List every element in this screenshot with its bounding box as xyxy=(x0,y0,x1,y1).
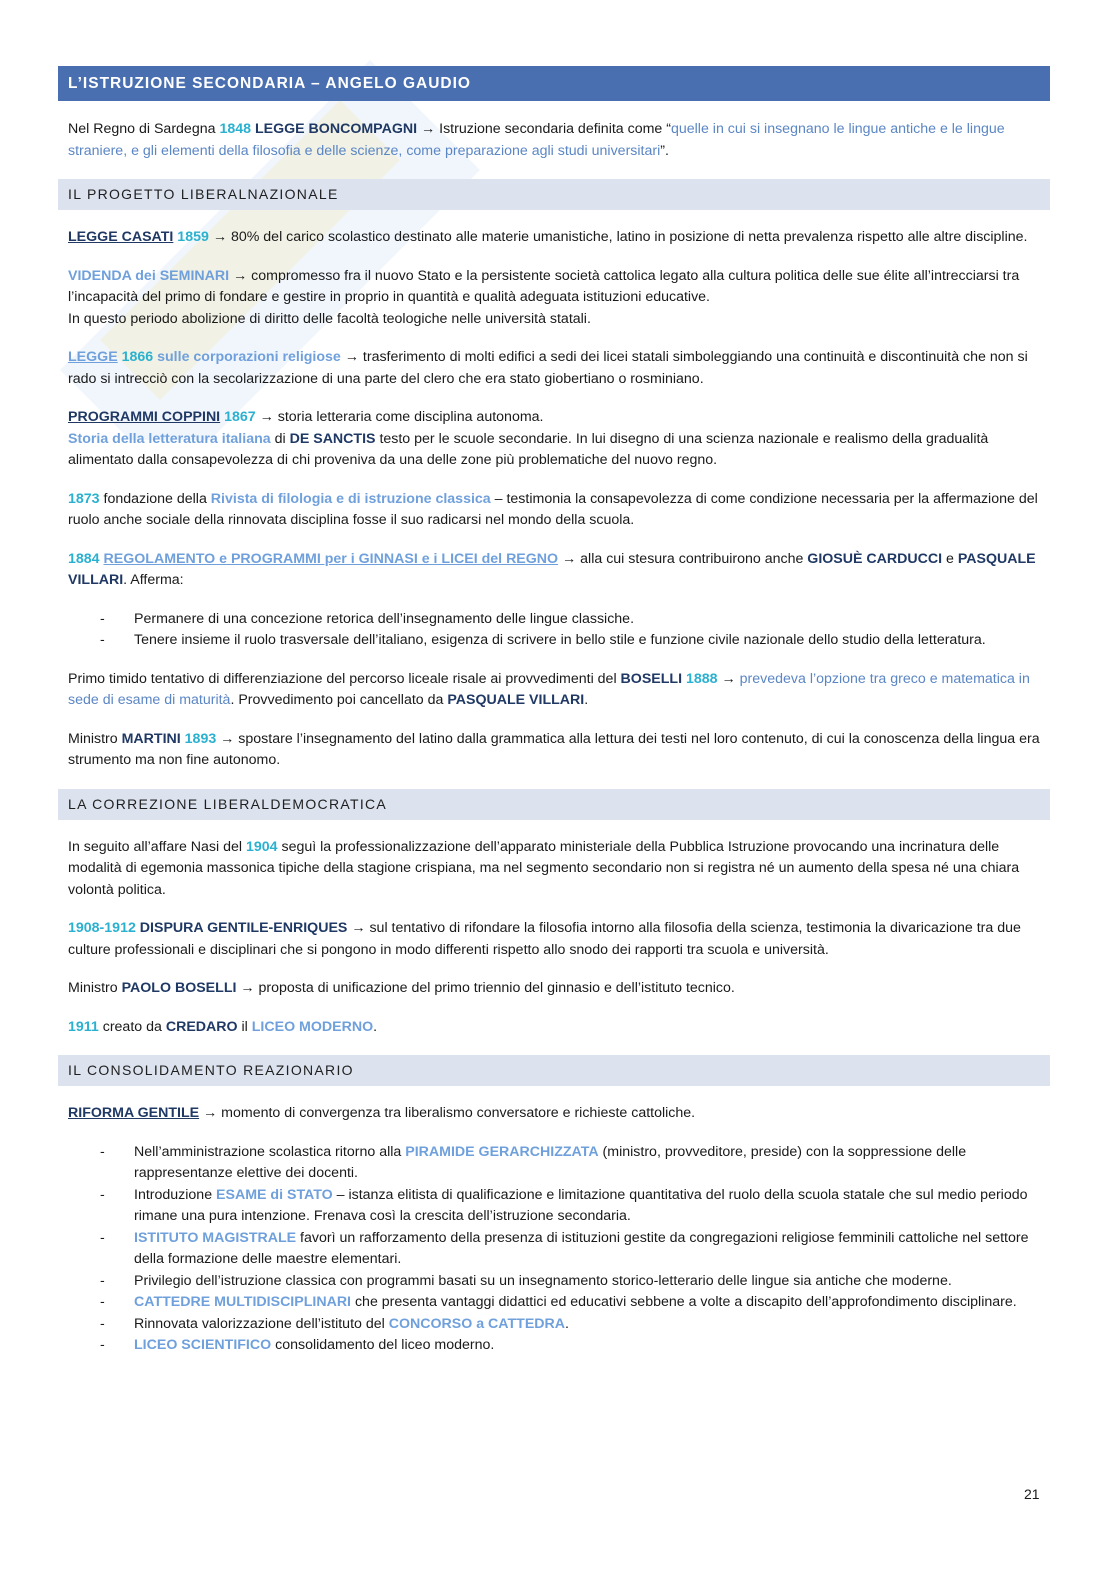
paragraph-de-sanctis: Storia della letteratura italiana di DE SANCTIS testo per le scuole secondarie. In lui disegno di una scienza nazionale e realismo della gradualità alimentato dalla consapevolezza di chi proveniva da una delle zone più problematiche del nuovo regno. xyxy=(68,430,989,468)
paragraph-disputa-gentile-enriques: 1908-1912 DISPURA GENTILE-ENRIQUES → sul tentativo di rifondare la filosofia intorno alla filosofia della scienza, testimonia la divaricazione tra due culture professionali e disciplinari che si pongono in modo differenti rispetto allo snodo dei rapporti tra scuola e università. xyxy=(68,920,1021,958)
section-heading-liberaldemocratica: LA CORREZIONE LIBERALDEMOCRATICA xyxy=(58,789,1050,820)
list-item: - Nell’amministrazione scolastica ritorno alla PIRAMIDE GERARCHIZZATA (ministro, provveditore, preside) con la soppressione delle rappresentanze elettive dei docenti. xyxy=(134,1142,1040,1185)
document-page xyxy=(58,66,1050,1374)
document-title: L’ISTRUZIONE SECONDARIA – ANGELO GAUDIO xyxy=(58,66,1050,101)
paragraph-riforma-gentile: RIFORMA GENTILE → momento di convergenza tra liberalismo conversatore e richieste cattoliche. xyxy=(68,1105,696,1121)
list-item: - Privilegio dell’istruzione classica con programmi basati su un insegnamento storico-letterario delle lingue sia antiche che moderne. xyxy=(134,1271,1040,1293)
list-item: - Introduzione ESAME di STATO – istanza elitista di qualificazione e limitazione quantitativa del ruolo della scuola statale che sul medio periodo rimane una pura intenzione. Frenava così la crescita dell’istruzione secondaria. xyxy=(134,1185,1040,1228)
paragraph-boselli-1888: Primo timido tentativo di differenziazione del percorso liceale risale ai provvedimenti del BOSELLI 1888 → prevedeva l’opzione tra greco e matematica in sede di esame di maturità. Provvedimento poi cancellato da PASQUALE VILLARI. xyxy=(68,670,1030,708)
paragraph-regolamento-1884: 1884 REGOLAMENTO e PROGRAMMI per i GINNASI e i LICEI del REGNO → alla cui stesura contribuirono anche GIOSUÈ CARDUCCI e PASQUALE VILLARI. Afferma: xyxy=(68,550,1036,588)
list-item: - Tenere insieme il ruolo trasversale dell’italiano, esigenza di scrivere in bello stile e funzione civile nazionale dello studio della letteratura. xyxy=(134,630,1040,652)
list-afferma xyxy=(58,609,1050,652)
list-item: - Permanere di una concezione retorica dell’insegnamento delle lingue classiche. xyxy=(134,609,1040,631)
paragraph-paolo-boselli: Ministro PAOLO BOSELLI → proposta di unificazione del primo triennio del ginnasio e dell’istituto tecnico. xyxy=(68,980,735,996)
paragraph-legge-casati: LEGGE CASATI 1859 → 80% del carico scolastico destinato alle materie umanistiche, latino in posizione di netta prevalenza rispetto alle altre discipline. xyxy=(68,229,1028,245)
paragraph-abolizione-facolta: In questo periodo abolizione di diritto delle facoltà teologiche nelle università statali. xyxy=(68,310,591,327)
intro-paragraph: Nel Regno di Sardegna 1848 LEGGE BONCOMPAGNI → Istruzione secondaria definita come “quelle in cui si insegnano le lingue antiche e le lingue straniere, e gli elementi della filosofia e delle scienze, come preparazione agli studi universitari”. xyxy=(68,121,1005,159)
section-heading-reazionario: IL CONSOLIDAMENTO REAZIONARIO xyxy=(58,1055,1050,1086)
list-riforma-gentile xyxy=(58,1142,1050,1357)
section-heading-liberalnazionale: IL PROGETTO LIBERALNAZIONALE xyxy=(58,179,1050,210)
paragraph-affare-nasi: In seguito all’affare Nasi del 1904 seguì la professionalizzazione dell’apparato ministeriale della Pubblica Istruzione provocando una incrinatura delle modalità di egemonia massonica tipiche della stagione crispiana, ma nel segmento secondario non si registra né un aumento della spesa né una chiara volontà politica. xyxy=(68,838,1020,898)
list-item: - LICEO SCIENTIFICO consolidamento del liceo moderno. xyxy=(134,1335,1040,1357)
paragraph-martini-1893: Ministro MARTINI 1893 → spostare l’insegnamento del latino dalla grammatica alla lettura dei testi nel loro contenuto, di cui la conoscenza della lingua era strumento ma non fine autonomo. xyxy=(68,730,1040,768)
list-item: - Rinnovata valorizzazione dell’istituto del CONCORSO a CATTEDRA. xyxy=(134,1314,1040,1336)
paragraph-liceo-moderno: 1911 creato da CREDARO il LICEO MODERNO. xyxy=(68,1018,378,1035)
page-number: 21 xyxy=(1024,1486,1040,1502)
paragraph-rivista-1873: 1873 fondazione della Rivista di filologia e di istruzione classica – testimonia la consapevolezza di come condizione necessaria per la affermazione del ruolo anche sociale della rinnovata disciplina fosse il suo radicarsi nel mondo della scuola. xyxy=(68,490,1038,528)
paragraph-videnda-seminari: VIDENDA dei SEMINARI → compromesso fra il nuovo Stato e la persistente società cattolica legato alla cultura politica delle sue élite all’intrecciarsi tra l’incapacità del primo di fondare e gestire in proprio in quantità e qualità adeguata istituzioni educative. xyxy=(68,267,1020,305)
list-item: - ISTITUTO MAGISTRALE favorì un rafforzamento della presenza di istituzioni gestite da congregazioni religiose femminili cattoliche nel settore della formazione delle maestre elementari. xyxy=(134,1228,1040,1271)
list-item: - CATTEDRE MULTIDISCIPLINARI che presenta vantaggi didattici ed educativi sebbene a volte a discapito dell’approfondimento disciplinare. xyxy=(134,1292,1040,1314)
paragraph-programmi-coppini: PROGRAMMI COPPINI 1867 → storia letteraria come disciplina autonoma. xyxy=(68,409,544,425)
paragraph-legge-1866: LEGGE 1866 sulle corporazioni religiose → trasferimento di molti edifici a sedi dei licei statali simboleggiando una continuità e discontinuità che non si rado si intrecciò con la secolarizzazione di una parte del clero che era stato giobertiano o rosminiano. xyxy=(68,349,1028,387)
